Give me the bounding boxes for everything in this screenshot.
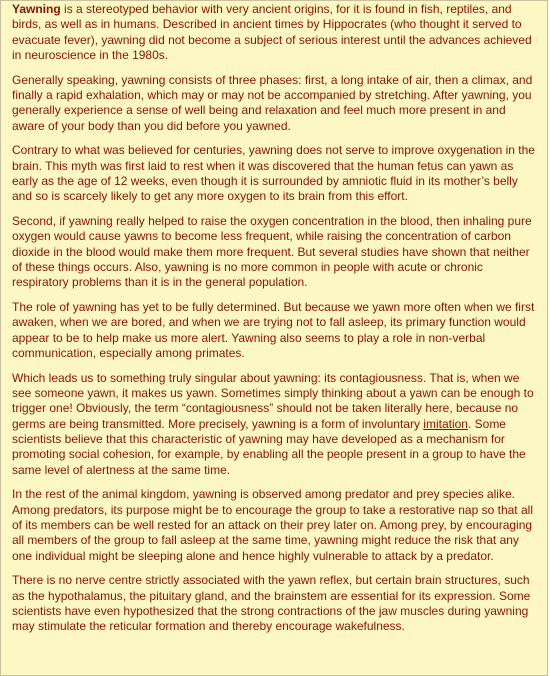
paragraph-oxygen-myth: Contrary to what was believed for centuries, yawning does not serve to improve oxygenation in the brain. This myth was first laid to rest when it was discovered that the human fetus can yawn as early as the age of 12 weeks, even though it is surrounded by amniotic fluid in its mother’s belly and so is scarcely likely to get any more oxygen to its brain from this effort. xyxy=(12,143,535,204)
paragraph-contagiousness-text-after: . Some scientists believe that this characteristic of yawning may have developed as a mechanism for promoting social cohesion, for example, by enabling all the people present in a group to have the same level of alertness at the same time. xyxy=(12,416,526,477)
paragraph-intro xyxy=(12,2,538,63)
paragraph-animal-kingdom: In the rest of the animal kingdom, yawning is observed among predator and prey species alike. Among predators, its purpose might be to encourage the group to take a restorative nap so that all of its members can be well rested for an attack on their prey later on. Among prey, by encouraging all members of the group to fall asleep at the same time, yawning might reduce the risk that any one individual might be sleeping alone and hence highly vulnerable to attack by a predator. xyxy=(12,487,533,563)
paragraph-oxygen-studies: Second, if yawning really helped to raise the oxygen concentration in the blood, then inhaling pure oxygen would cause yawns to become less frequent, while raising the concentration of carbon dioxide in the blood would make them more frequent. But several studies have shown that neither of these things occurs. Also, yawning is no more common in people with acute or chronic respiratory problems than it is in the general population. xyxy=(12,214,532,290)
paragraph-contagiousness-text-before: Which leads us to something truly singular about yawning: its contagiousness. That is, when we see someone yawn, it makes us yawn. Sometimes simply thinking about a yawn can be enough to trigger one! Obviously, the term “contagiousness” should not be taken literally here, because no germs are being transmitted. More precisely, yawning is a form of involuntary xyxy=(12,370,534,431)
paragraph-phases: Generally speaking, yawning consists of three phases: first, a long intake of air, then a climax, and finally a rapid exhalation, which may or may not be accompanied by stretching. After yawning, you generally experience a sense of well being and relaxation and feel much more present in and aware of your body than you did before you yawned. xyxy=(12,72,533,133)
term-yawning: Yawning xyxy=(12,2,61,16)
paragraph-brain-structures: There is no nerve centre strictly associated with the yawn reflex, but certain brain structures, such as the hypothalamus, the pituitary gland, and the brainstem are essential for its expression. Some scientists have even hypothesized that the strong contractions of the jaw muscles during yawning may stimulate the reticular formation and thereby encourage wakefulness. xyxy=(12,573,531,634)
article-body xyxy=(1,1,547,634)
paragraph-role: The role of yawning has yet to be fully determined. But because we yawn more often when we first awaken, when we are bored, and when we are trying not to fall asleep, its primary function would appear to be to help make us more alert. Yawning also seems to play a role in non-verbal communication, especially among primates. xyxy=(12,300,535,360)
paragraph-intro-text: is a stereotyped behavior with very ancient origins, for it is found in fish, reptiles, and birds, as well as in humans. Described in ancient times by Hippocrates (who thought it served to evacuate fever), yawning did not become a subject of serious interest until the advances achieved in neuroscience in the 1980s. xyxy=(12,2,532,62)
imitation-link[interactable]: imitation xyxy=(423,416,468,431)
paragraph-contagiousness xyxy=(12,371,538,478)
